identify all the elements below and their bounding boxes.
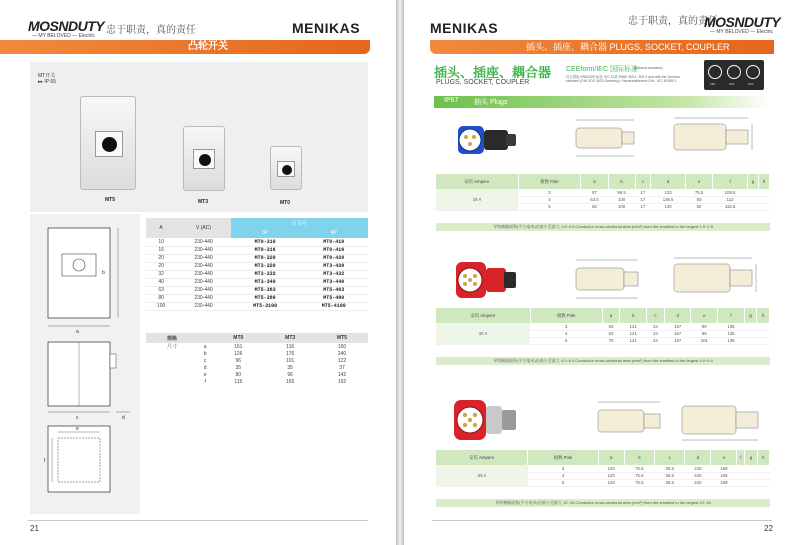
table-cell: 10: [146, 238, 176, 246]
table-row: [436, 203, 770, 210]
table-header-cell: e: [691, 308, 718, 323]
table-cell: 140: [651, 203, 686, 210]
cn-title: 插头、插座、耦合器: [434, 65, 552, 80]
size-letter: c: [203, 357, 207, 364]
table-header-cell: d: [685, 450, 711, 465]
table-cell: [747, 203, 758, 210]
table-cell: 35: [287, 364, 293, 371]
table-cell: 161: [234, 343, 243, 350]
table-cell: 75.5: [686, 189, 713, 196]
knob-plate: [95, 131, 123, 157]
table-cell: 87: [581, 189, 608, 196]
standard-title-suffix: (National standards): [634, 66, 663, 70]
table-row: [146, 278, 368, 286]
table-cell: [744, 323, 757, 330]
table-row: [436, 472, 770, 479]
table-cell: 3: [530, 323, 602, 330]
table-cell: [757, 479, 769, 486]
logo: MOSNDUTY: [28, 18, 105, 34]
table-cell: 4: [518, 196, 581, 203]
table-cell: 63: [602, 323, 620, 330]
table-row: [436, 330, 770, 337]
table-header-cell: 安培 Ampere: [436, 174, 518, 189]
table-cell: 230-440: [176, 286, 231, 294]
table-header-cell: g: [747, 174, 758, 189]
plug-32a-table-body: [436, 323, 770, 344]
table-row: [146, 364, 368, 371]
page-number: 22: [764, 524, 773, 533]
table-cell: 36.5: [655, 479, 685, 486]
plug-16a-image: [448, 112, 518, 168]
table-header-cell: d: [651, 174, 686, 189]
plug-32a-image: [448, 252, 518, 308]
table-cell: 240: [685, 472, 711, 479]
table-header-cell: f: [713, 174, 748, 189]
table-header-cell: 极数 Pole: [528, 450, 598, 465]
section-bar: [430, 40, 774, 54]
table-header-cell: h: [758, 174, 769, 189]
table-header-cell: h: [757, 450, 769, 465]
table-cell: 96: [235, 357, 242, 364]
table-cell: 5: [530, 337, 602, 344]
table-cell: MT0-320: [231, 254, 300, 262]
plug-16a-table-body: [436, 189, 770, 210]
table-row: [146, 262, 368, 270]
table-cell: 3: [518, 189, 581, 196]
col-header-3p: 3P: [231, 228, 300, 238]
cross-section-note-32a: 导线横截面积(平方毫米)由最小至最大 4.0~6.0 Conductor cross-sectional area (mm²) from the smallest to the largest 4.0~6.0: [436, 357, 770, 365]
table-cell: 35: [235, 364, 242, 371]
plug-63a-table: [436, 450, 770, 487]
table-cell: 36.5: [655, 472, 685, 479]
cross-section-note-63a: 导线横截面积(平方毫米)由最小至最大 10~16 Conductor cross-sectional area (mm²) from the smallest to the largest 10~16: [436, 499, 770, 507]
table-cell: 40: [146, 278, 176, 286]
table-cell: 80: [146, 294, 176, 302]
table-cell: 121: [620, 330, 647, 337]
table-cell: MT3-440: [299, 278, 368, 286]
table-header-cell: b: [624, 450, 654, 465]
ip-label: ▸▸ IP 65: [38, 79, 56, 85]
table-row: [146, 270, 368, 278]
table-cell: [757, 465, 769, 472]
plug-32a-table: [436, 308, 770, 345]
table-cell: 230-440: [176, 270, 231, 278]
table-row: [146, 286, 368, 294]
table-cell: 63: [146, 286, 176, 294]
table-cell: 37: [339, 364, 345, 371]
footer-rule: [28, 520, 368, 521]
table-cell: 17: [635, 196, 650, 203]
size-row-label: 尺寸: [166, 344, 177, 350]
table-cell: 167: [664, 323, 691, 330]
table-header-cell: a: [598, 450, 624, 465]
size-row-label: [146, 357, 198, 364]
table-cell: 115: [234, 378, 243, 385]
table-cell: MT5-480: [299, 294, 368, 302]
ampere-cell: [436, 203, 518, 210]
socket-label-1: 16P: [710, 82, 716, 86]
table-header-cell: d: [664, 308, 691, 323]
table-cell: 4: [530, 330, 602, 337]
table-cell: 167: [664, 337, 691, 344]
col-header-ampere: A: [146, 218, 176, 238]
ip-rating: IP67: [444, 97, 459, 104]
table-cell: 82: [686, 203, 713, 210]
rotary-knob-icon: [282, 165, 292, 175]
size-row-label: [146, 371, 198, 378]
table-cell: 230-440: [176, 246, 231, 254]
size-col-mt5: MT5: [316, 333, 368, 343]
slogan: 忠于职责，真的责任: [628, 16, 718, 27]
plug-63a-table-body: [436, 465, 770, 486]
table-cell: 75.5: [624, 465, 654, 472]
plug-32a-drawing: [554, 254, 770, 306]
table-cell: [744, 337, 757, 344]
plug-63a-drawing: [554, 396, 770, 448]
table-cell: MT3-320: [231, 262, 300, 270]
size-letter: f: [204, 378, 206, 385]
dim-letter-a: a: [76, 329, 79, 335]
dim-letter-d: d: [122, 415, 125, 421]
size-letter: a: [203, 343, 207, 350]
table-row: [146, 294, 368, 302]
dim-letter-e: e: [76, 426, 79, 432]
table-cell: 176: [285, 350, 295, 357]
knob-plate: [193, 149, 215, 169]
table-header-row: [436, 450, 770, 465]
table-cell: MT5-463: [299, 286, 368, 294]
table-cell: [744, 330, 757, 337]
table-header-cell: 安培 Ampere: [436, 308, 530, 323]
table-cell: 108.5: [713, 189, 748, 196]
size-letter: b: [203, 350, 207, 357]
table-cell: 3: [528, 465, 598, 472]
table-cell: 160: [337, 343, 347, 350]
table-cell: MT5-363: [231, 286, 300, 294]
table-cell: 230-440: [176, 254, 231, 262]
left-page: [0, 0, 396, 545]
table-cell: 5: [518, 203, 581, 210]
table-cell: 167: [664, 330, 691, 337]
table-cell: 100: [146, 302, 176, 310]
table-row: [436, 323, 770, 330]
dim-letter-c: c: [76, 415, 79, 421]
size-col-spec: 规格: [146, 333, 198, 343]
table-cell: 70: [602, 337, 620, 344]
table-header-cell: e: [711, 450, 737, 465]
table-header-cell: f: [718, 308, 745, 323]
logo-subtitle: — MY BELOVED — Electric: [710, 29, 773, 35]
table-cell: MT0-310: [231, 238, 300, 246]
table-cell: 32: [146, 270, 176, 278]
table-cell: 5: [528, 479, 598, 486]
table-header-cell: h: [757, 308, 770, 323]
size-col-mt0: MT0: [212, 333, 264, 343]
table-row: [146, 302, 368, 310]
brand-name: MENIKAS: [292, 20, 361, 36]
table-row: [146, 343, 368, 350]
table-cell: [745, 465, 757, 472]
table-cell: 24: [647, 337, 665, 344]
product-label: MT开关: [38, 73, 56, 79]
table-header-cell: g: [745, 450, 757, 465]
table-row: [146, 371, 368, 378]
size-table: [146, 333, 368, 385]
table-cell: [745, 479, 757, 486]
table-row: [436, 337, 770, 344]
logo: MOSNDUTY: [704, 14, 781, 30]
table-cell: 121: [620, 337, 647, 344]
table-cell: 63.5: [581, 196, 608, 203]
book-spine: [396, 0, 404, 545]
table-cell: MT3-432: [299, 270, 368, 278]
table-cell: 240: [685, 465, 711, 472]
ampere-cell: [436, 189, 518, 196]
table-cell: 230-440: [176, 294, 231, 302]
ampere-cell: [436, 323, 530, 330]
table-row: [146, 238, 368, 246]
table-cell: 24: [647, 330, 665, 337]
size-letter: e: [203, 371, 207, 378]
table-cell: 75.5: [624, 472, 654, 479]
table-cell: 80: [235, 371, 242, 378]
table-cell: [747, 189, 758, 196]
ampere-cell: 16 A: [436, 196, 518, 203]
col-header-order-no: 订货号: [231, 218, 368, 228]
table-cell: [747, 196, 758, 203]
table-cell: 115.5: [713, 203, 748, 210]
table-cell: 120: [598, 465, 624, 472]
table-row: [146, 350, 368, 357]
table-cell: 17: [635, 189, 650, 196]
table-cell: 96: [287, 371, 293, 378]
size-letter: d: [203, 364, 207, 371]
table-cell: MT3-420: [299, 262, 368, 270]
table-header-cell: g: [744, 308, 757, 323]
ip-band: [434, 96, 770, 108]
size-row-label: [146, 378, 198, 385]
table-cell: 20: [146, 254, 176, 262]
table-cell: 112: [713, 196, 748, 203]
table-cell: 99: [691, 330, 718, 337]
mt3-switch-image: [183, 126, 225, 191]
table-cell: 230-440: [176, 262, 231, 270]
table-cell: [757, 323, 770, 330]
table-cell: 75.5: [624, 479, 654, 486]
table-cell: 24: [647, 323, 665, 330]
knob-plate: [277, 161, 295, 177]
table-cell: MT0-416: [299, 246, 368, 254]
table-cell: 16: [146, 246, 176, 254]
table-header-cell: b: [620, 308, 647, 323]
table-cell: 60: [581, 203, 608, 210]
table-cell: MT3-332: [231, 270, 300, 278]
table-cell: [757, 330, 770, 337]
table-cell: 100: [608, 203, 635, 210]
table-header-cell: c: [647, 308, 665, 323]
table-cell: 100: [608, 196, 635, 203]
table-cell: 120: [598, 479, 624, 486]
brand-name: MENIKAS: [430, 20, 499, 36]
size-row-label: [146, 350, 198, 357]
table-cell: 99: [691, 323, 718, 330]
table-cell: 4: [528, 472, 598, 479]
size-row-label: [146, 364, 198, 371]
table-header-cell: c: [655, 450, 685, 465]
table-cell: 240: [685, 479, 711, 486]
table-cell: [758, 203, 769, 210]
footer-rule: [432, 520, 772, 521]
standard-title: CEEform/IEC 国际标准: [566, 66, 638, 73]
table-cell: 168: [711, 479, 737, 486]
table-cell: 168: [711, 465, 737, 472]
table-row: [436, 465, 770, 472]
logo-subtitle: — MY BELOVED — Electric: [32, 33, 95, 39]
socket-label-2: 32A: [729, 82, 735, 86]
table-cell: MT5-4100: [299, 302, 368, 310]
table-cell: 17: [635, 203, 650, 210]
table-cell: [745, 472, 757, 479]
ampere-cell: 32 A: [436, 330, 530, 337]
rotary-knob-icon: [199, 154, 211, 166]
plug-63a-image: [448, 392, 518, 448]
table-header-cell: 安培 Ampere: [436, 450, 528, 465]
socket-16a-icon: [708, 65, 722, 79]
dimension-drawing: [30, 214, 140, 514]
size-table-body: [146, 343, 368, 385]
table-row: [146, 357, 368, 364]
section-title: 凸轮开关: [188, 41, 228, 52]
table-header-cell: c: [635, 174, 650, 189]
table-cell: 240: [337, 350, 347, 357]
ampere-cell: 63 A: [436, 472, 528, 479]
table-cell: 135: [718, 330, 745, 337]
table-cell: [737, 465, 745, 472]
page-number: 21: [30, 524, 39, 533]
ampere-cell: [436, 479, 528, 486]
table-header-cell: b: [608, 174, 635, 189]
socket-63a-icon: [746, 65, 760, 79]
table-cell: 192: [337, 378, 347, 385]
caption-mt3: MT3: [198, 199, 208, 205]
table-header-row: [436, 174, 770, 189]
rotary-knob-icon: [102, 137, 117, 152]
socket-label-3: 63A: [748, 82, 754, 86]
ip-band-label: 插头 Plugs: [474, 99, 508, 106]
table-header-cell: e: [686, 174, 713, 189]
ampere-cell: [436, 465, 528, 472]
size-col-mt3: MT3: [264, 333, 316, 343]
table-row: [146, 378, 368, 385]
table-cell: 135: [718, 323, 745, 330]
table-cell: MT5-380: [231, 294, 300, 302]
table-header-cell: f: [737, 450, 745, 465]
slogan: 忠于职责，真的责任: [106, 25, 196, 36]
table-header-cell: a: [581, 174, 608, 189]
table-cell: 126: [234, 350, 243, 357]
dimension-drawing-panel: [30, 214, 140, 514]
table-cell: 83: [686, 196, 713, 203]
col-header-4p: 4P: [299, 228, 368, 238]
table-header-cell: a: [602, 308, 620, 323]
table-row: [146, 254, 368, 262]
table-cell: 135: [718, 337, 745, 344]
table-cell: MT0-420: [299, 254, 368, 262]
table-cell: 168: [711, 472, 737, 479]
socket-32a-icon: [727, 65, 741, 79]
table-cell: 120: [598, 472, 624, 479]
table-cell: [757, 472, 769, 479]
table-cell: 20: [146, 262, 176, 270]
table-header-cell: 极数 Pole: [518, 174, 581, 189]
table-cell: 101: [285, 357, 295, 364]
table-cell: 230-440: [176, 302, 231, 310]
table-cell: 230-440: [176, 278, 231, 286]
table-cell: 36.5: [655, 465, 685, 472]
table-cell: 101: [691, 337, 718, 344]
table-header-cell: 极数 Pole: [530, 308, 602, 323]
table-cell: [758, 196, 769, 203]
standard-text: 符合国际 EN60309 标准, IEC 标准 EN60 309-1, 309-2 and with the German standard (DIN VDE 0623 Germany) / Neuerstattierend DIN - IEC 60309-2: [566, 75, 680, 84]
dim-letter-f: f: [44, 458, 46, 464]
table-row: [436, 479, 770, 486]
table-header-row: [436, 308, 770, 323]
table-cell: 133: [651, 189, 686, 196]
table-cell: [758, 189, 769, 196]
mt0-switch-image: [270, 146, 302, 190]
col-header-voltage: V (AC): [176, 218, 231, 238]
socket-face-image: [704, 60, 764, 90]
table-cell: 230-440: [176, 238, 231, 246]
cross-section-note-16a: 导线横截面积(平方毫米)由最小至最大 1.5~2.5 Conductor cross-sectional area (mm²) from the smallest to the largest 1.5~2.5: [436, 223, 770, 231]
table-cell: MT5-3100: [231, 302, 300, 310]
ampere-cell: [436, 337, 530, 344]
table-cell: [757, 337, 770, 344]
table-cell: 96.5: [608, 189, 635, 196]
table-cell: 142: [337, 371, 347, 378]
table-cell: [737, 479, 745, 486]
table-cell: 116: [286, 343, 295, 350]
section-bar: [0, 40, 370, 54]
caption-mt0: MT0: [280, 200, 290, 206]
table-row: [146, 246, 368, 254]
table-cell: 122: [337, 357, 347, 364]
caption-mt5: MT5: [105, 197, 115, 203]
dim-letter-b: b: [102, 270, 105, 276]
table-cell: 136.5: [651, 196, 686, 203]
mt5-switch-image: [80, 96, 136, 190]
rating-table-body: [146, 238, 368, 310]
table-cell: MT0-316: [231, 246, 300, 254]
section-title: 插头、插座、耦合器 PLUGS, SOCKET, COUPLER: [526, 42, 730, 52]
table-cell: 121: [620, 323, 647, 330]
product-photo-panel: [30, 62, 368, 212]
table-cell: [737, 472, 745, 479]
table-cell: 165: [285, 378, 295, 385]
table-row: [436, 196, 770, 203]
rating-table: [146, 218, 368, 311]
plug-16a-drawing: [554, 114, 770, 166]
table-row: [436, 189, 770, 196]
table-cell: 63: [602, 330, 620, 337]
table-cell: MT0-410: [299, 238, 368, 246]
plug-16a-table: [436, 174, 770, 211]
right-page: [404, 0, 800, 545]
table-cell: MT3-340: [231, 278, 300, 286]
en-title: PLUGS, SOCKET, COUPLER: [436, 79, 530, 86]
